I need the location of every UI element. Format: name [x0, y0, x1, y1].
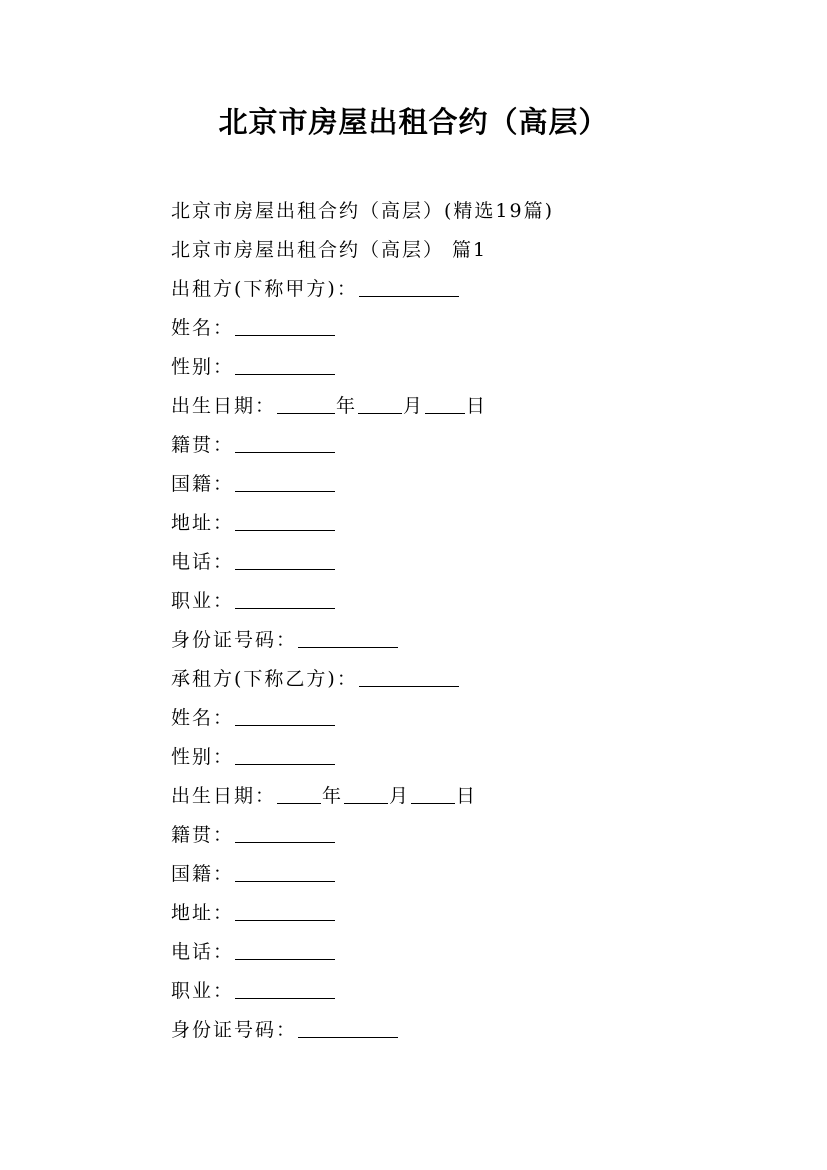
lessee-birth-day-blank: [411, 781, 455, 804]
lessor-address-label: 地址：: [171, 512, 235, 534]
lessee-gender-blank: [235, 742, 335, 765]
lessor-address-blank: [235, 508, 335, 531]
lessor-native-place-label: 籍贯：: [171, 434, 235, 456]
lessor-name-label: 姓名：: [171, 317, 235, 339]
lessor-year-label: 年: [336, 395, 358, 417]
lessee-name-blank: [235, 703, 335, 726]
lessee-birth-month-blank: [344, 781, 388, 804]
lessor-month-label: 月: [403, 395, 425, 417]
lessor-nationality-label: 国籍：: [171, 473, 235, 495]
lessor-gender-blank: [235, 352, 335, 375]
lessor-occupation-blank: [235, 586, 335, 609]
lessor-id-blank: [298, 625, 398, 648]
lessor-birth-label: 出生日期：: [171, 395, 277, 417]
lessor-gender-label: 性别：: [171, 356, 235, 378]
lessor-nationality-blank: [235, 469, 335, 492]
section-heading-line: [171, 231, 771, 270]
lessor-native-place-line: [171, 426, 771, 465]
lessee-gender-label: 性别：: [171, 746, 235, 768]
lessor-birth-line: [171, 387, 771, 426]
lessee-phone-line: [171, 933, 771, 972]
lessee-nationality-label: 国籍：: [171, 863, 235, 885]
lessor-name-blank: [235, 313, 335, 336]
lessor-phone-line: [171, 543, 771, 582]
lessee-birth-label: 出生日期：: [171, 785, 277, 807]
lessor-day-label: 日: [466, 395, 488, 417]
lessee-name-label: 姓名：: [171, 707, 235, 729]
lessee-address-line: [171, 894, 771, 933]
lessee-id-label: 身份证号码：: [171, 1019, 298, 1041]
lessor-birth-year-blank: [277, 391, 335, 414]
lessee-native-place-blank: [235, 820, 335, 843]
lessee-birth-year-blank: [277, 781, 321, 804]
subtitle-line: [171, 192, 771, 231]
lessee-native-place-label: 籍贯：: [171, 824, 235, 846]
lessor-phone-label: 电话：: [171, 551, 235, 573]
lessor-name-line: [171, 309, 771, 348]
lessee-nationality-blank: [235, 859, 335, 882]
lessor-nationality-line: [171, 465, 771, 504]
subtitle-text: 北京市房屋出租合约（高层）(精选19篇): [171, 200, 555, 222]
lessor-occupation-line: [171, 582, 771, 621]
lessee-birth-line: [171, 777, 771, 816]
lessee-line: [171, 660, 771, 699]
lessee-occupation-label: 职业：: [171, 980, 235, 1002]
lessor-label: 出租方(下称甲方)：: [171, 278, 358, 300]
lessee-address-blank: [235, 898, 335, 921]
lessee-phone-label: 电话：: [171, 941, 235, 963]
lessor-line: [171, 270, 771, 309]
lessor-address-line: [171, 504, 771, 543]
lessor-occupation-label: 职业：: [171, 590, 235, 612]
lessor-id-line: [171, 621, 771, 660]
lessee-gender-line: [171, 738, 771, 777]
lessee-id-blank: [298, 1015, 398, 1038]
lessee-id-line: [171, 1011, 771, 1050]
lessee-month-label: 月: [389, 785, 411, 807]
lessor-phone-blank: [235, 547, 335, 570]
lessee-occupation-line: [171, 972, 771, 1011]
document-body: [171, 192, 771, 1050]
lessee-phone-blank: [235, 937, 335, 960]
lessee-name-line: [171, 699, 771, 738]
lessee-occupation-blank: [235, 976, 335, 999]
lessor-birth-day-blank: [425, 391, 465, 414]
lessee-day-label: 日: [456, 785, 478, 807]
section-heading-text: 北京市房屋出租合约（高层） 篇1: [171, 239, 488, 261]
lessor-blank: [359, 274, 459, 297]
lessee-label: 承租方(下称乙方)：: [171, 668, 358, 690]
lessee-year-label: 年: [322, 785, 344, 807]
lessee-nationality-line: [171, 855, 771, 894]
lessor-gender-line: [171, 348, 771, 387]
document-title: 北京市房屋出租合约（高层）: [218, 105, 609, 139]
lessee-address-label: 地址：: [171, 902, 235, 924]
lessee-blank: [359, 664, 459, 687]
lessee-native-place-line: [171, 816, 771, 855]
lessor-native-place-blank: [235, 430, 335, 453]
lessor-birth-month-blank: [358, 391, 402, 414]
lessor-id-label: 身份证号码：: [171, 629, 298, 651]
